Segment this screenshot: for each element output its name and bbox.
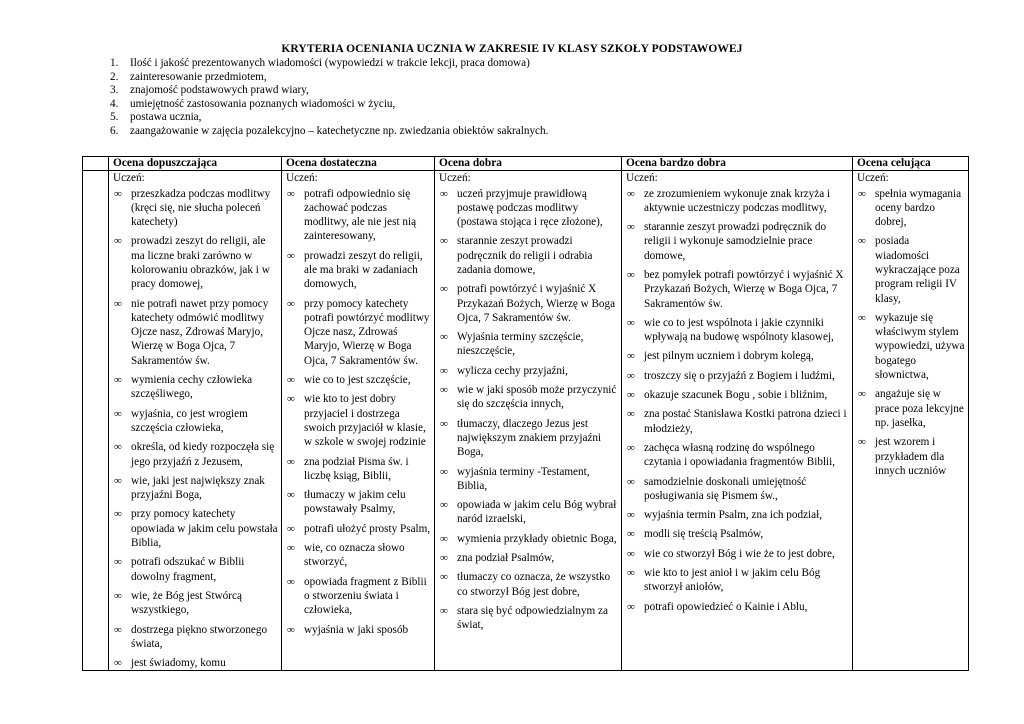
infinity-bullet-icon: ∞ (627, 316, 635, 329)
infinity-bullet-icon: ∞ (440, 552, 448, 565)
requirement-text: potrafi opowiedzieć o Kainie i Ablu, (644, 600, 808, 613)
list-item (439, 532, 621, 546)
requirement-text: angażuje się w prace poza lekcyjne np. jasełka, (875, 388, 964, 429)
list-item (626, 547, 852, 561)
grade-cell (435, 171, 622, 671)
requirement-text: przeszkadza podczas modlitwy (kręci się, nie słucha poleceń katechety) (131, 187, 271, 229)
list-item (439, 187, 621, 230)
student-label: Uczeń: (439, 172, 471, 184)
requirement-list (435, 187, 621, 633)
list-item (286, 488, 434, 517)
criteria-item (110, 71, 548, 85)
list-item (113, 623, 281, 652)
requirement-text: zachęca własną rodzinę do wspólnego czytania i opowiadania fragmentów Biblii, (644, 441, 836, 469)
requirement-text: wie, co oznacza słowo stworzyć, (304, 542, 405, 569)
requirement-text: jest świadomy, komu (131, 657, 226, 670)
infinity-bullet-icon: ∞ (440, 187, 448, 200)
list-item (286, 522, 434, 536)
list-item (626, 407, 852, 436)
table-row (83, 171, 969, 671)
requirement-text: starannie zeszyt prowadzi podręcznik do religii i odrabia zadania domowe, (457, 235, 593, 276)
criteria-item (110, 98, 548, 112)
list-item (626, 187, 852, 216)
requirement-text: opowiada fragment z Biblii o stworzeniu świata i człowieka, (304, 575, 427, 617)
infinity-bullet-icon: ∞ (627, 528, 635, 541)
requirement-text: zna postać Stanisława Kostki patrona dzieci i młodzieży, (644, 408, 847, 435)
grading-table (82, 156, 969, 671)
requirement-text: prowadzi zeszyt do religii, ale ma liczne braki zarówno w kolorowaniu obrazków, jak i w pracy domowej, (131, 235, 270, 291)
requirement-text: określa, od kiedy rozpoczęła się jego przyjaźń z Jezusem, (131, 441, 275, 468)
list-item (439, 465, 621, 494)
criteria-number: 5. (110, 111, 119, 124)
criteria-number: 2. (110, 70, 119, 83)
criteria-text: zaangażowanie w zajęcia pozalekcyjno – katechetyczne np. zwiedzania obiektów sakralnych. (130, 124, 549, 137)
infinity-bullet-icon: ∞ (287, 187, 295, 200)
list-item (113, 373, 281, 402)
infinity-bullet-icon: ∞ (440, 331, 448, 344)
infinity-bullet-icon: ∞ (440, 465, 448, 478)
list-item (626, 349, 852, 363)
list-item (286, 575, 434, 618)
list-item (439, 383, 621, 412)
list-item (857, 311, 968, 382)
requirement-text: tłumaczy co oznacza, że wszystko co stworzył Bóg jest dobre, (457, 571, 611, 598)
column-header: Ocena dopuszczająca (109, 157, 282, 171)
infinity-bullet-icon: ∞ (114, 297, 122, 310)
requirement-text: posiada wiadomości wykraczające poza program religii IV klasy, (875, 235, 960, 305)
infinity-bullet-icon: ∞ (440, 364, 448, 377)
infinity-bullet-icon: ∞ (440, 532, 448, 545)
requirement-text: tłumaczy, dlaczego Jezus jest największym znakiem przyjaźni Boga, (457, 417, 602, 459)
criteria-item (110, 84, 548, 98)
infinity-bullet-icon: ∞ (627, 268, 635, 281)
requirement-text: przy pomocy katechety opowiada w jakim celu powstała Biblia, (131, 508, 278, 550)
infinity-bullet-icon: ∞ (627, 408, 635, 421)
infinity-bullet-icon: ∞ (287, 249, 295, 262)
list-item (626, 475, 852, 504)
list-item (626, 600, 852, 614)
infinity-bullet-icon: ∞ (440, 235, 448, 248)
infinity-bullet-icon: ∞ (114, 657, 122, 670)
infinity-bullet-icon: ∞ (627, 187, 635, 200)
requirement-text: okazuje szacunek Bogu , sobie i bliźnim, (644, 389, 828, 402)
column-header: Ocena dobra (435, 157, 622, 171)
list-item (113, 474, 281, 503)
list-item (113, 507, 281, 550)
list-item (626, 388, 852, 402)
student-label: Uczeń: (286, 172, 318, 184)
requirement-text: uczeń przyjmuje prawidłową postawę podczas modlitwy (postawa stojąca i ręce złożone), (457, 187, 603, 229)
requirement-text: spełnia wymagania oceny bardzo dobrej, (875, 187, 962, 229)
list-item (439, 570, 621, 599)
grade-cell (109, 171, 282, 671)
infinity-bullet-icon: ∞ (627, 389, 635, 402)
list-item (113, 297, 281, 368)
criteria-item (110, 57, 548, 71)
infinity-bullet-icon: ∞ (858, 436, 866, 449)
infinity-bullet-icon: ∞ (114, 235, 122, 248)
infinity-bullet-icon: ∞ (627, 567, 635, 580)
list-item (286, 392, 434, 449)
infinity-bullet-icon: ∞ (114, 623, 122, 636)
list-item (626, 369, 852, 383)
requirement-text: jest wzorem i przykładem dla innych uczniów (875, 436, 947, 477)
requirement-text: tłumaczy w jakim celu powstawały Psalmy, (304, 489, 406, 516)
requirement-text: przy pomocy katechety potrafi powtórzyć modlitwy Ojcze nasz, Zdrowaś Maryjo, Wierzę w Boga Ojca, 7 Sakramentów św. (304, 297, 430, 367)
infinity-bullet-icon: ∞ (858, 388, 866, 401)
list-item (439, 551, 621, 565)
criteria-item (110, 111, 548, 125)
requirement-text: wykazuje się właściwym stylem wypowiedzi, używa bogatego słownictwa, (875, 311, 965, 382)
infinity-bullet-icon: ∞ (858, 311, 866, 324)
list-item (626, 268, 852, 311)
list-item (626, 566, 852, 595)
infinity-bullet-icon: ∞ (440, 571, 448, 584)
list-item (857, 187, 968, 230)
table-header-row (83, 157, 969, 171)
list-item (286, 373, 434, 387)
criteria-item (110, 125, 548, 139)
infinity-bullet-icon: ∞ (114, 508, 122, 521)
criteria-number: 1. (110, 57, 119, 69)
list-item (857, 387, 968, 430)
criteria-text: Ilość i jakość prezentowanych wiadomości (wypowiedzi w trakcie lekcji, praca domowa) (130, 57, 530, 69)
requirement-text: wymienia przykłady obietnic Boga, (457, 532, 617, 545)
requirement-text: potrafi ułożyć prosty Psalm, (304, 522, 431, 535)
requirement-text: nie potrafi nawet przy pomocy katechety odmówić modlitwy Ojcze nasz, Zdrowaś Maryjo, Wierzę w Boga Ojca, 7 Sakramentów św. (131, 297, 269, 367)
table-header-empty (83, 157, 109, 171)
requirement-text: Wyjaśnia terminy szczęście, nieszczęście, (457, 331, 584, 358)
grade-cell (282, 171, 435, 671)
requirement-text: bez pomyłek potrafi powtórzyć i wyjaśnić X Przykazań Bożych, Wierzę w Boga Ojca, 7 Sakramentów św. (644, 268, 844, 310)
column-header: Ocena bardzo dobra (622, 157, 853, 171)
requirement-text: opowiada w jakim celu Bóg wybrał naród izraelski, (457, 499, 617, 526)
requirement-text: starannie zeszyt prowadzi podręcznik do religii i wykonuje samodzielnie prace domowe, (644, 221, 827, 262)
infinity-bullet-icon: ∞ (287, 575, 295, 588)
list-item (857, 234, 968, 305)
requirement-text: wymienia cechy człowieka szczęśliwego, (131, 374, 253, 401)
infinity-bullet-icon: ∞ (287, 374, 295, 387)
requirement-text: wie co stworzył Bóg i wie że to jest dobre, (644, 547, 835, 560)
requirement-text: prowadzi zeszyt do religii, ale ma braki w zadaniach domowych, (304, 249, 423, 291)
requirement-text: wie kto to jest anioł i w jakim celu Bóg stworzył aniołów, (644, 567, 821, 594)
grade-cell (853, 171, 969, 671)
list-item (113, 234, 281, 291)
infinity-bullet-icon: ∞ (287, 623, 295, 636)
infinity-bullet-icon: ∞ (627, 509, 635, 522)
list-item (113, 407, 281, 436)
requirement-text: dostrzega piękno stworzonego świata, (131, 623, 268, 650)
infinity-bullet-icon: ∞ (114, 474, 122, 487)
requirement-text: potrafi odpowiednio się zachować podczas modlitwy, ale nie jest nią zainteresowany, (304, 187, 417, 243)
infinity-bullet-icon: ∞ (114, 441, 122, 454)
criteria-text: znajomość podstawowych prawd wiary, (130, 84, 309, 97)
infinity-bullet-icon: ∞ (287, 455, 295, 468)
list-item (626, 316, 852, 345)
infinity-bullet-icon: ∞ (114, 374, 122, 387)
infinity-bullet-icon: ∞ (440, 417, 448, 430)
document-title: KRYTERIA OCENIANIA UCZNIA W ZAKRESIE IV KLASY SZKOŁY PODSTAWOWEJ (281, 43, 743, 55)
infinity-bullet-icon: ∞ (627, 441, 635, 454)
requirement-text: zna podział Pisma św. i liczbę ksiąg, Biblii, (304, 455, 409, 482)
list-item (439, 282, 621, 325)
list-item (113, 656, 281, 670)
requirement-text: wyjaśnia, co jest wrogiem szczęścia człowieka, (131, 407, 248, 434)
infinity-bullet-icon: ∞ (858, 235, 866, 248)
requirement-list (853, 187, 968, 479)
requirement-list (109, 187, 281, 671)
infinity-bullet-icon: ∞ (114, 187, 122, 200)
infinity-bullet-icon: ∞ (627, 547, 635, 560)
table-cell-empty (83, 171, 109, 671)
list-item (439, 498, 621, 527)
list-item (286, 541, 434, 570)
requirement-text: wyjaśnia terminy -Testament, Biblia, (457, 465, 590, 492)
requirement-text: wie, jaki jest największy znak przyjaźni Boga, (131, 474, 265, 502)
list-item (286, 187, 434, 244)
requirement-list (282, 187, 434, 637)
infinity-bullet-icon: ∞ (287, 522, 295, 535)
infinity-bullet-icon: ∞ (627, 221, 635, 234)
list-item (113, 440, 281, 469)
student-label: Uczeń: (626, 172, 658, 184)
infinity-bullet-icon: ∞ (287, 393, 295, 406)
infinity-bullet-icon: ∞ (440, 384, 448, 397)
list-item (439, 234, 621, 277)
infinity-bullet-icon: ∞ (627, 350, 635, 363)
list-item (626, 527, 852, 541)
requirement-list (622, 187, 852, 614)
student-label: Uczeń: (857, 172, 889, 184)
requirement-text: potrafi odszukać w Biblii dowolny fragment, (131, 556, 245, 583)
requirement-text: wie co to jest szczęście, (304, 374, 411, 387)
infinity-bullet-icon: ∞ (287, 542, 295, 555)
list-item (439, 330, 621, 359)
criteria-number: 3. (110, 84, 119, 97)
grade-cell (622, 171, 853, 671)
requirement-text: modli się treścią Psalmów, (644, 528, 764, 541)
list-item (113, 187, 281, 230)
criteria-list (110, 57, 548, 139)
infinity-bullet-icon: ∞ (440, 283, 448, 296)
list-item (113, 555, 281, 584)
infinity-bullet-icon: ∞ (114, 556, 122, 569)
requirement-text: wie co to jest wspólnota i jakie czynniki wpływają na budowę wspólnoty klasowej, (644, 316, 834, 344)
criteria-number: 4. (110, 97, 119, 110)
requirement-text: wylicza cechy przyjaźni, (457, 364, 568, 377)
list-item (857, 435, 968, 478)
infinity-bullet-icon: ∞ (114, 589, 122, 602)
list-item (626, 220, 852, 263)
requirement-text: wie, że Bóg jest Stwórcą wszystkiego, (131, 589, 242, 617)
infinity-bullet-icon: ∞ (440, 499, 448, 512)
requirement-text: ze zrozumieniem wykonuje znak krzyża i aktywnie uczestniczy podczas modlitwy, (644, 187, 831, 214)
list-item (286, 249, 434, 292)
requirement-text: stara się być odpowiedzialnym za świat, (457, 604, 608, 632)
list-item (439, 417, 621, 460)
requirement-text: wie kto to jest dobry przyjaciel i dostrzega swoich przyjaciół w klasie, w szkole w swojej rodzinie (304, 393, 426, 449)
infinity-bullet-icon: ∞ (287, 297, 295, 310)
infinity-bullet-icon: ∞ (287, 489, 295, 502)
column-header: Ocena dostateczna (282, 157, 435, 171)
list-item (286, 297, 434, 368)
infinity-bullet-icon: ∞ (440, 604, 448, 617)
criteria-text: umiejętność zastosowania poznanych wiadomości w życiu, (130, 97, 396, 110)
list-item (439, 364, 621, 378)
infinity-bullet-icon: ∞ (858, 187, 866, 200)
requirement-text: samodzielnie doskonali umiejętność posługiwania się Pismem św., (644, 475, 807, 502)
requirement-text: wyjaśnia termin Psalm, zna ich podział, (644, 509, 823, 522)
criteria-text: zainteresowanie przedmiotem, (130, 70, 267, 83)
requirement-text: potrafi powtórzyć i wyjaśnić X Przykazań Bożych, Wierzę w Boga Ojca, 7 Sakramentów św. (457, 283, 616, 324)
criteria-number: 6. (110, 124, 119, 137)
list-item (626, 441, 852, 470)
list-item (286, 455, 434, 484)
infinity-bullet-icon: ∞ (627, 475, 635, 488)
infinity-bullet-icon: ∞ (114, 407, 122, 420)
infinity-bullet-icon: ∞ (627, 369, 635, 382)
infinity-bullet-icon: ∞ (627, 600, 635, 613)
list-item (626, 508, 852, 522)
requirement-text: wyjaśnia w jaki sposób (304, 623, 409, 636)
column-header: Ocena celująca (853, 157, 969, 171)
requirement-text: zna podział Psalmów, (457, 552, 555, 565)
list-item (439, 604, 621, 633)
student-label: Uczeń: (113, 172, 145, 184)
criteria-text: postawa ucznia, (130, 111, 202, 124)
list-item (286, 623, 434, 637)
requirement-text: troszczy się o przyjaźń z Bogiem i ludźmi, (644, 369, 835, 382)
requirement-text: wie w jaki sposób może przyczynić się do szczęścia innych, (457, 384, 617, 411)
list-item (113, 589, 281, 618)
requirement-text: jest pilnym uczniem i dobrym kolegą, (644, 350, 814, 363)
